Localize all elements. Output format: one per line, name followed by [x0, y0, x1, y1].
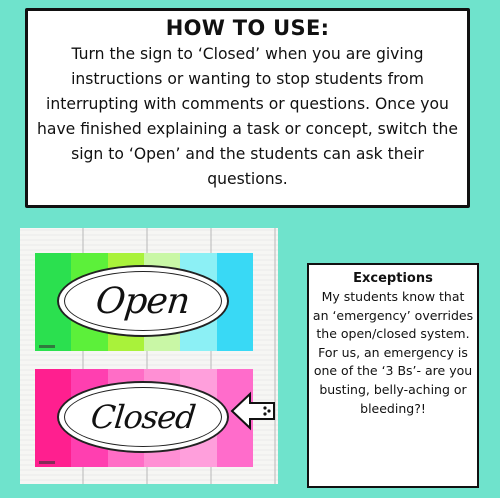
signs-photo [20, 228, 278, 484]
left-arrow-icon [230, 391, 276, 431]
closed-sign [35, 369, 253, 467]
brand-mark [39, 461, 55, 464]
exceptions-title: Exceptions [353, 271, 433, 286]
open-sign-oval [57, 265, 229, 337]
closed-sign-oval [57, 381, 229, 453]
open-sign-word: Open [94, 280, 192, 322]
closed-sign-word: Closed [89, 398, 197, 436]
exceptions-text: My students know that an ‘emergency’ overrides the open/closed system. For us, an emergency is one of the ‘3 Bs’- are you busting, belly-aching or bleeding?! [312, 289, 474, 416]
how-to-use-panel [25, 8, 470, 208]
brand-mark [39, 345, 55, 348]
how-to-use-text: Turn the sign to ‘Closed’ when you are giving instructions or wanting to stop students from interrupting with comments or questions. Once you have finished explaining a task or concept, switch the sign to ‘Open’ and the students can ask their questions. [37, 45, 458, 188]
how-to-use-title: HOW TO USE: [165, 16, 330, 40]
exceptions-panel [307, 263, 479, 488]
open-sign [35, 253, 253, 351]
